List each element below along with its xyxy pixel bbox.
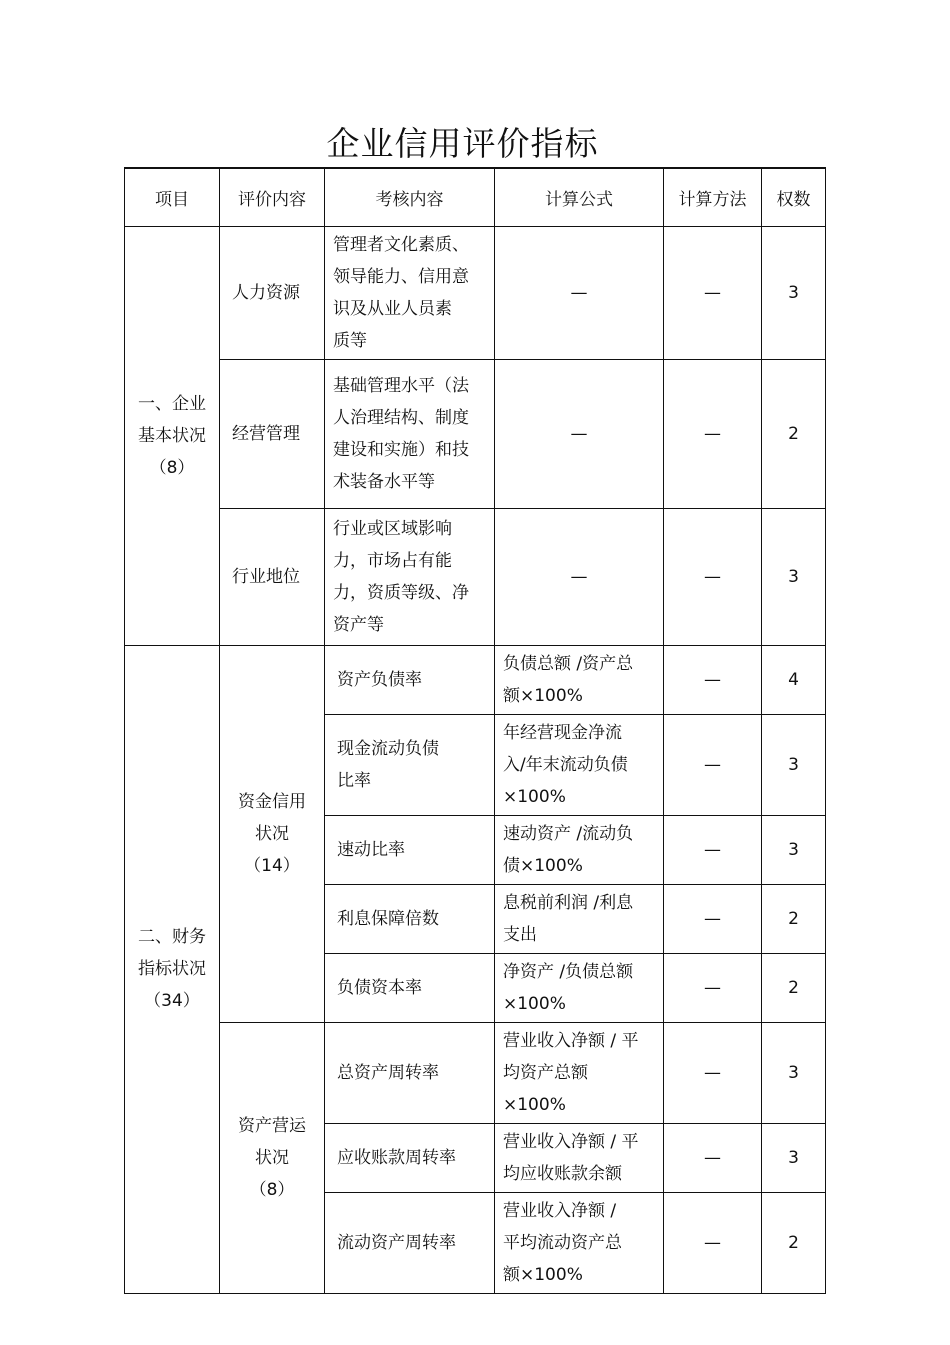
method-cell: — xyxy=(664,645,762,714)
assess-cell: 应收账款周转率 xyxy=(325,1123,495,1192)
weight-cell: 3 xyxy=(762,815,826,884)
weight-cell: 2 xyxy=(762,1192,826,1293)
content-cell: 经营管理 xyxy=(220,359,325,508)
header-content: 评价内容 xyxy=(220,168,325,226)
weight-cell: 3 xyxy=(762,508,826,645)
assess-cell: 速动比率 xyxy=(325,815,495,884)
formula-cell: 营业收入净额 / 平 均资产总额 ×100% xyxy=(495,1022,664,1123)
formula-cell: — xyxy=(495,226,664,359)
table-row xyxy=(125,645,826,714)
method-cell: — xyxy=(664,226,762,359)
weight-cell: 2 xyxy=(762,359,826,508)
assess-cell: 行业或区域影响 力，市场占有能 力，资质等级、净 资产等 xyxy=(325,508,495,645)
table-header-row xyxy=(125,168,826,226)
assess-cell: 负债资本率 xyxy=(325,953,495,1022)
weight-cell: 2 xyxy=(762,953,826,1022)
header-method: 计算方法 xyxy=(664,168,762,226)
table-row xyxy=(125,359,826,508)
header-assess: 考核内容 xyxy=(325,168,495,226)
assess-cell: 管理者文化素质、 领导能力、信用意 识及从业人员素 质等 xyxy=(325,226,495,359)
method-cell: — xyxy=(664,815,762,884)
section-label: 二、财务 指标状况 （34） xyxy=(125,645,220,1293)
weight-cell: 4 xyxy=(762,645,826,714)
table-row xyxy=(125,1022,826,1123)
table-row xyxy=(125,226,826,359)
method-cell: — xyxy=(664,359,762,508)
assess-cell: 资产负债率 xyxy=(325,645,495,714)
content-cell: 行业地位 xyxy=(220,508,325,645)
formula-cell: 营业收入净额 / 平 均应收账款余额 xyxy=(495,1123,664,1192)
method-cell: — xyxy=(664,884,762,953)
formula-cell: — xyxy=(495,508,664,645)
assess-cell: 基础管理水平（法 人治理结构、制度 建设和实施）和技 术装备水平等 xyxy=(325,359,495,508)
formula-cell: 年经营现金净流 入/年末流动负债 ×100% xyxy=(495,714,664,815)
section-label: 一、企业 基本状况 （8） xyxy=(125,226,220,645)
formula-cell: 息税前利润 /利息 支出 xyxy=(495,884,664,953)
assess-cell: 利息保障倍数 xyxy=(325,884,495,953)
method-cell: — xyxy=(664,953,762,1022)
assess-cell: 现金流动负债 比率 xyxy=(325,714,495,815)
credit-evaluation-table xyxy=(124,167,826,1294)
method-cell: — xyxy=(664,1022,762,1123)
table-row xyxy=(125,508,826,645)
weight-cell: 2 xyxy=(762,884,826,953)
content-cell: 人力资源 xyxy=(220,226,325,359)
group-label: 资产营运 状况 （8） xyxy=(220,1022,325,1293)
method-cell: — xyxy=(664,714,762,815)
page-title: 企业信用评价指标 xyxy=(326,124,599,163)
method-cell: — xyxy=(664,508,762,645)
assess-cell: 流动资产周转率 xyxy=(325,1192,495,1293)
formula-cell: 速动资产 /流动负 债×100% xyxy=(495,815,664,884)
formula-cell: 负债总额 /资产总 额×100% xyxy=(495,645,664,714)
weight-cell: 3 xyxy=(762,714,826,815)
weight-cell: 3 xyxy=(762,226,826,359)
formula-cell: 营业收入净额 / 平均流动资产总 额×100% xyxy=(495,1192,664,1293)
method-cell: — xyxy=(664,1123,762,1192)
header-weight: 权数 xyxy=(762,168,826,226)
formula-cell: 净资产 /负债总额 ×100% xyxy=(495,953,664,1022)
method-cell: — xyxy=(664,1192,762,1293)
weight-cell: 3 xyxy=(762,1022,826,1123)
weight-cell: 3 xyxy=(762,1123,826,1192)
header-formula: 计算公式 xyxy=(495,168,664,226)
assess-cell: 总资产周转率 xyxy=(325,1022,495,1123)
group-label: 资金信用 状况 （14） xyxy=(220,645,325,1022)
header-item: 项目 xyxy=(125,168,220,226)
formula-cell: — xyxy=(495,359,664,508)
